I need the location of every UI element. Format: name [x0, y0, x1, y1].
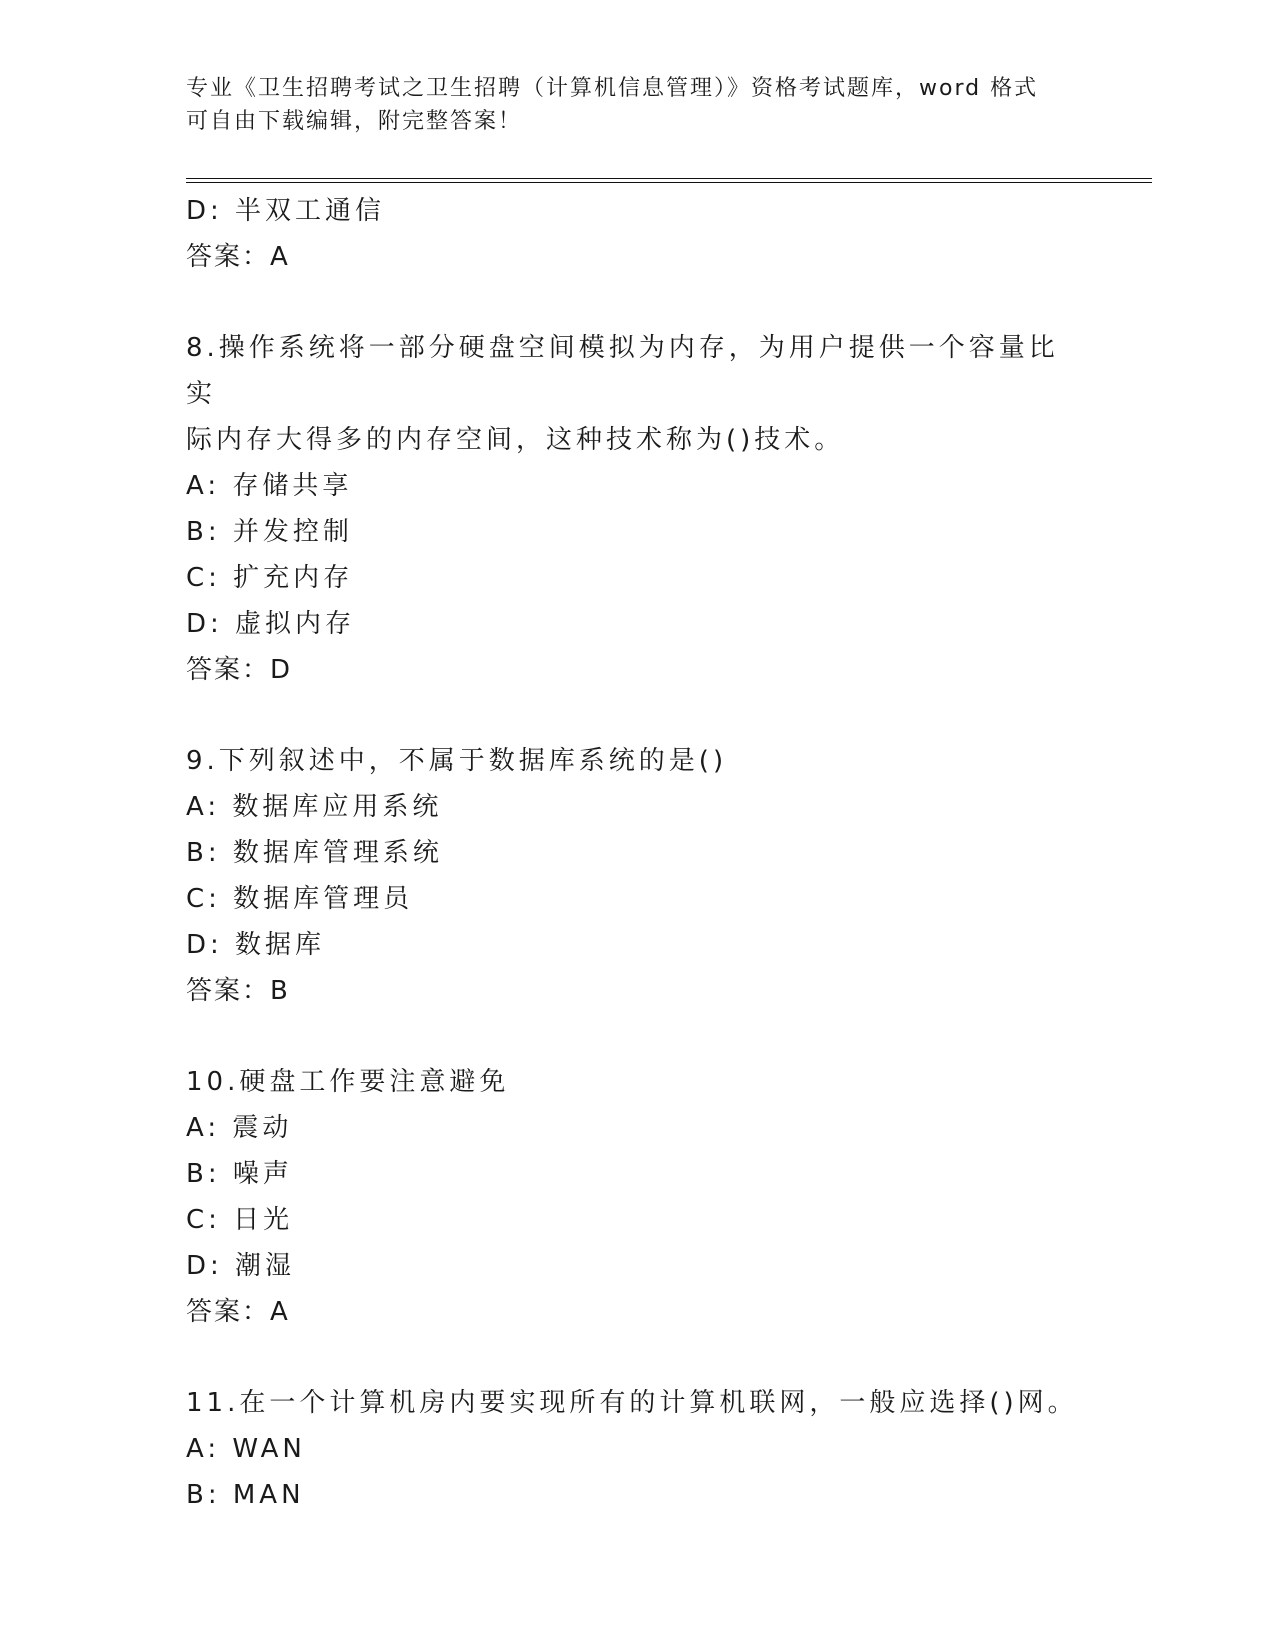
question-10-option-d: D: 潮湿 — [186, 1251, 296, 1281]
question-9-option-c: C: 数据库管理员 — [186, 884, 414, 914]
question-8 — [186, 325, 1086, 693]
question-8-option-b: B: 并发控制 — [186, 517, 353, 547]
question-9 — [186, 738, 1086, 1014]
question-8-option-a: A: 存储共享 — [186, 471, 353, 501]
question-10-option-a: A: 震动 — [186, 1113, 293, 1143]
question-9-option-b: B: 数据库管理系统 — [186, 838, 443, 868]
question-8-option-c: C: 扩充内存 — [186, 563, 354, 593]
question-11 — [186, 1380, 1086, 1518]
question-9-stem: 9.下列叙述中，不属于数据库系统的是() — [186, 746, 728, 776]
question-7-option-d: D: 半双工通信 — [186, 196, 386, 226]
document-header — [186, 72, 1066, 138]
question-10-stem: 10.硬盘工作要注意避免 — [186, 1067, 510, 1097]
question-8-stem-line-1: 8.操作系统将一部分硬盘空间模拟为内存，为用户提供一个容量比实 — [186, 333, 1059, 409]
question-8-answer: 答案：D — [186, 655, 293, 685]
header-line-1: 专业《卫生招聘考试之卫生招聘（计算机信息管理）》资格考试题库，word 格式 — [186, 76, 1039, 101]
question-8-option-d: D: 虚拟内存 — [186, 609, 356, 639]
question-11-option-b: B: MAN — [186, 1480, 305, 1510]
question-8-stem-line-2: 际内存大得多的内存空间，这种技术称为()技术。 — [186, 425, 845, 455]
question-9-option-d: D: 数据库 — [186, 930, 326, 960]
question-10-answer: 答案：A — [186, 1297, 290, 1327]
question-10-option-c: C: 日光 — [186, 1205, 294, 1235]
question-7-answer: 答案：A — [186, 242, 290, 272]
question-9-option-a: A: 数据库应用系统 — [186, 792, 443, 822]
header-divider — [186, 178, 1152, 183]
question-9-answer: 答案：B — [186, 976, 290, 1006]
question-11-stem: 11.在一个计算机房内要实现所有的计算机联网，一般应选择()网。 — [186, 1388, 1078, 1418]
question-10 — [186, 1059, 1086, 1335]
question-10-option-b: B: 噪声 — [186, 1159, 293, 1189]
question-list — [186, 188, 1086, 1518]
question-11-option-a: A: WAN — [186, 1434, 306, 1464]
header-line-2: 可自由下载编辑，附完整答案！ — [186, 109, 523, 134]
